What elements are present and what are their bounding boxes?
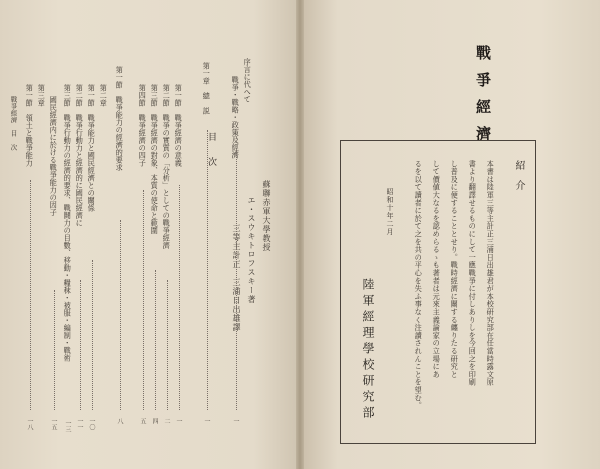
toc-leader (120, 220, 121, 410)
toc-page-number: 一五 (50, 418, 57, 430)
toc-leader (54, 290, 55, 410)
toc-page-number: 一 (175, 418, 182, 424)
introduction-signature: 陸軍經理學校研究部 (361, 278, 375, 422)
toc-leader (167, 280, 168, 410)
toc-page-number: 一三 (64, 420, 71, 432)
toc-page-number: 一〇 (88, 418, 95, 430)
toc-leader (80, 280, 81, 410)
toc-page-number: 一 (203, 418, 210, 424)
toc-leader (30, 180, 31, 410)
toc-page-number: 一一 (76, 418, 83, 430)
toc-page-number: 二 (163, 418, 170, 424)
toc-entry: 第一節 戰爭經濟の意義 (174, 84, 184, 167)
toc-page-number: 八 (116, 418, 123, 424)
book-gutter (296, 0, 304, 469)
toc-entry: 第三節 戰爭經濟の對象、本質の使命と範圍 (150, 84, 160, 234)
toc-entry: 第二節 戰爭の實質の「分析」としての戰爭經濟 (162, 84, 172, 249)
toc-leader (92, 260, 93, 410)
toc-entry: 第二節 戰爭行動力と經濟的に國民經濟に (75, 84, 85, 227)
toc-entry: 第三節 戰爭行動力の經濟的要求、戰鬪力の目數、移動・糧秣・被服・編制・戰術 (63, 84, 73, 362)
author-affiliation: 蘇聯赤軍大學教授 (262, 180, 271, 252)
book-title: 戰爭經濟 (474, 45, 492, 153)
toc-entry: 第四節 戰爭經濟の四子 (138, 84, 148, 167)
toc-entry: 第三章 (37, 84, 47, 107)
introduction-date: 昭和十年二月 (386, 188, 394, 236)
author-name: エ・スウキトロフスキー著 (247, 196, 256, 304)
toc-entry: 第一節 領土と戰爭能力 (25, 84, 35, 167)
toc-entry: 第一節 戰爭能力の經濟的要求 (115, 66, 125, 171)
toc-entry: 戰爭・戰略・政策及經濟 (231, 76, 241, 159)
toc-entry: 國民經濟内に於ける戰爭能力の因子 (49, 96, 59, 216)
toc-entry: 第二章 (99, 84, 109, 107)
running-head: 戰爭經濟 目 次 (9, 96, 18, 151)
toc-leader (179, 185, 180, 410)
toc-leader (207, 130, 208, 410)
toc-leader (143, 190, 144, 410)
toc-entry: 第一章 總 説 (202, 62, 212, 115)
toc-title: 目次 (206, 132, 216, 182)
introduction-line: 書より翻譯せるものにして一應戰爭に付しありしを今回之を印刷 (468, 160, 478, 387)
translator-name: 三等主計正 三浦日出雄譯 (232, 224, 241, 332)
toc-entry: 序言に代へて (243, 58, 253, 103)
toc-page-number: 五 (139, 418, 146, 424)
toc-page-number: 四 (151, 418, 158, 424)
toc-page-number: 一八 (26, 418, 33, 430)
toc-leader (236, 150, 237, 410)
introduction-line: るを以て讀者に於て之を共の平心を失ふ事なく注讀されんことを望む。 (414, 160, 424, 410)
toc-leader (155, 270, 156, 410)
introduction-line: して價値大なるを認めらるゝも著者は元來主義論家の立場にあ (432, 160, 442, 379)
toc-page-number: 一 (232, 418, 239, 424)
introduction-line: 本書は陸軍三等主計正三浦日出雄君が本校研究部在任當時露文原 (486, 160, 496, 387)
introduction-line: し普及に便することとせり。戰時經濟に關する纏りたる研究と (450, 160, 460, 379)
introduction-title: 紹介 (513, 160, 524, 200)
toc-entry: 第一節 戰爭能力と國民經濟との關係 (87, 84, 97, 212)
